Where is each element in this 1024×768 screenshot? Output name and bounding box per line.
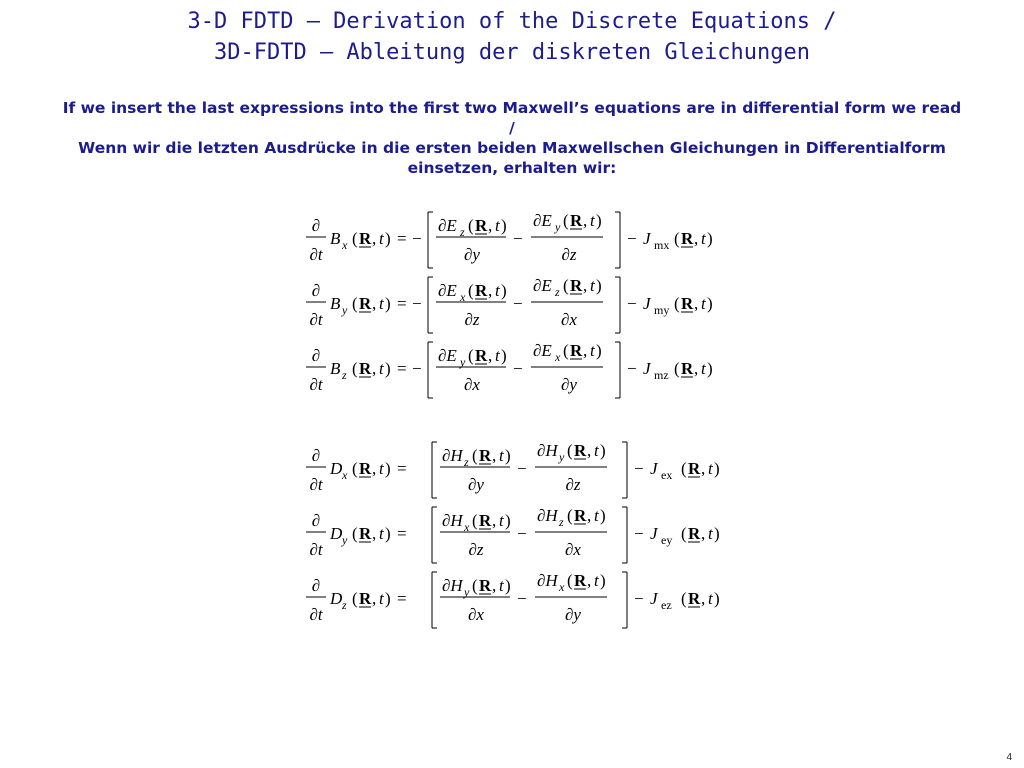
paren-close: ) (600, 571, 606, 590)
numerator-field: ∂E (533, 276, 552, 295)
partial-symbol: ∂ (311, 216, 321, 235)
time-variable: t (495, 216, 500, 235)
numerator-field: ∂H (537, 571, 558, 590)
title-line-1: 3-D FDTD – Derivation of the Discrete Equations / (187, 9, 837, 34)
partial-symbol: ∂ (311, 576, 321, 595)
current-subscript: ey (661, 533, 673, 547)
current-subscript: my (654, 303, 670, 317)
paren-close: ) (505, 446, 511, 465)
denominator: ∂y (468, 475, 484, 494)
position-vector-R: R (359, 229, 372, 248)
paren-close: ) (707, 359, 713, 378)
comma: , (701, 524, 706, 543)
minus-sign: − (513, 294, 523, 313)
denominator: ∂z (464, 310, 480, 329)
position-vector-R: R (475, 281, 488, 300)
comma: , (583, 341, 588, 360)
current-density-symbol: J (650, 459, 658, 478)
position-vector-R: R (475, 216, 488, 235)
comma: , (701, 459, 706, 478)
paren-open: ( (681, 589, 687, 608)
denominator: ∂z (565, 475, 581, 494)
comma: , (488, 281, 493, 300)
equation-row (306, 276, 713, 333)
paren-close: ) (707, 294, 713, 313)
numerator-field: ∂E (438, 216, 457, 235)
denominator: ∂x (468, 605, 484, 624)
partial-t: ∂t (309, 375, 323, 394)
position-vector-R: R (479, 511, 492, 530)
time-variable: t (379, 524, 384, 543)
paren-close: ) (501, 346, 507, 365)
position-vector-R: R (574, 571, 587, 590)
paren-close: ) (600, 441, 606, 460)
time-variable: t (495, 346, 500, 365)
numerator-subscript: z (460, 225, 465, 239)
paren-close: ) (385, 359, 391, 378)
current-subscript: ez (661, 598, 672, 612)
partial-t: ∂t (309, 310, 323, 329)
comma: , (694, 294, 699, 313)
paren-close: ) (385, 459, 391, 478)
field-symbol: B (330, 294, 341, 313)
paren-open: ( (567, 571, 573, 590)
minus-sign: − (627, 359, 637, 378)
numerator-subscript: z (555, 285, 560, 299)
field-subscript: y (342, 533, 348, 547)
partial-t: ∂t (309, 245, 323, 264)
equals-sign: = (397, 459, 407, 478)
current-subscript: mx (654, 238, 670, 252)
comma: , (488, 346, 493, 365)
paren-open: ( (563, 211, 569, 230)
current-density-symbol: J (650, 524, 658, 543)
paren-close: ) (505, 576, 511, 595)
time-variable: t (495, 281, 500, 300)
position-vector-R: R (681, 229, 694, 248)
comma: , (372, 589, 377, 608)
partial-t: ∂t (309, 605, 323, 624)
position-vector-R: R (681, 294, 694, 313)
position-vector-R: R (570, 211, 583, 230)
minus-sign: − (634, 589, 644, 608)
current-density-symbol: J (643, 294, 651, 313)
paren-open: ( (472, 576, 478, 595)
field-subscript: x (342, 238, 348, 252)
numerator-field: ∂H (537, 441, 558, 460)
equation-row (306, 211, 713, 268)
equation-row (306, 506, 720, 563)
denominator: ∂z (468, 540, 484, 559)
time-variable: t (594, 571, 599, 590)
paren-close: ) (505, 511, 511, 530)
time-variable: t (379, 359, 384, 378)
partial-symbol: ∂ (311, 511, 321, 530)
time-variable: t (708, 459, 713, 478)
partial-t: ∂t (309, 475, 323, 494)
paren-open: ( (468, 346, 474, 365)
current-subscript: mz (654, 368, 669, 382)
time-variable: t (708, 524, 713, 543)
equals-sign: = (397, 359, 407, 378)
comma: , (492, 446, 497, 465)
denominator: ∂x (565, 540, 581, 559)
comma: , (694, 359, 699, 378)
minus-sign: − (634, 524, 644, 543)
comma: , (583, 211, 588, 230)
equals-sign: = (397, 524, 407, 543)
paren-open: ( (352, 524, 358, 543)
minus-sign: − (513, 359, 523, 378)
time-variable: t (379, 459, 384, 478)
paren-open: ( (674, 359, 680, 378)
paren-close: ) (714, 524, 720, 543)
paren-close: ) (596, 341, 602, 360)
numerator-subscript: x (460, 290, 466, 304)
time-variable: t (594, 506, 599, 525)
paren-open: ( (681, 524, 687, 543)
partial-symbol: ∂ (311, 446, 321, 465)
paren-open: ( (681, 459, 687, 478)
equals-sign: = (397, 294, 407, 313)
comma: , (488, 216, 493, 235)
comma: , (372, 294, 377, 313)
field-symbol: D (330, 524, 343, 543)
paren-close: ) (596, 211, 602, 230)
minus-sign: − (517, 524, 527, 543)
paren-open: ( (352, 294, 358, 313)
numerator-subscript: y (464, 585, 470, 599)
minus-sign: − (412, 359, 422, 378)
position-vector-R: R (574, 506, 587, 525)
position-vector-R: R (681, 359, 694, 378)
minus-sign: − (517, 589, 527, 608)
paren-close: ) (385, 294, 391, 313)
time-variable: t (379, 229, 384, 248)
subtitle-line-1: If we insert the last expressions into the first two Maxwell’s equations are in differential form we read / (62, 99, 962, 137)
current-density-symbol: J (650, 589, 658, 608)
denominator: ∂x (561, 310, 577, 329)
position-vector-R: R (359, 589, 372, 608)
denominator: ∂z (561, 245, 577, 264)
numerator-field: ∂E (438, 281, 457, 300)
position-vector-R: R (359, 524, 372, 543)
numerator-subscript: y (559, 450, 565, 464)
subtitle-line-2: Wenn wir die letzten Ausdrücke in die ersten beiden Maxwellschen Gleichungen in Differentialform (78, 139, 946, 157)
partial-symbol: ∂ (311, 281, 321, 300)
time-variable: t (499, 511, 504, 530)
comma: , (372, 459, 377, 478)
partial-t: ∂t (309, 540, 323, 559)
current-subscript: ex (661, 468, 673, 482)
comma: , (694, 229, 699, 248)
paren-open: ( (468, 216, 474, 235)
paren-close: ) (501, 216, 507, 235)
equation-row (306, 341, 713, 398)
position-vector-R: R (688, 459, 701, 478)
paren-close: ) (385, 524, 391, 543)
position-vector-R: R (479, 576, 492, 595)
paren-open: ( (352, 229, 358, 248)
comma: , (372, 359, 377, 378)
comma: , (587, 571, 592, 590)
paren-open: ( (352, 359, 358, 378)
comma: , (492, 511, 497, 530)
paren-close: ) (501, 281, 507, 300)
comma: , (583, 276, 588, 295)
comma: , (372, 229, 377, 248)
position-vector-R: R (479, 446, 492, 465)
paren-close: ) (385, 229, 391, 248)
numerator-field: ∂E (533, 341, 552, 360)
paren-close: ) (600, 506, 606, 525)
field-subscript: x (342, 468, 348, 482)
numerator-subscript: x (555, 350, 561, 364)
position-vector-R: R (570, 341, 583, 360)
paren-close: ) (714, 589, 720, 608)
time-variable: t (379, 589, 384, 608)
paren-close: ) (714, 459, 720, 478)
minus-sign: − (627, 294, 637, 313)
numerator-subscript: z (559, 515, 564, 529)
equation-row (306, 441, 720, 498)
minus-sign: − (412, 229, 422, 248)
numerator-field: ∂H (442, 446, 463, 465)
minus-sign: − (627, 229, 637, 248)
comma: , (492, 576, 497, 595)
minus-sign: − (513, 229, 523, 248)
numerator-field: ∂H (442, 576, 463, 595)
numerator-subscript: z (464, 455, 469, 469)
paren-open: ( (472, 511, 478, 530)
paren-open: ( (567, 506, 573, 525)
time-variable: t (708, 589, 713, 608)
time-variable: t (499, 576, 504, 595)
position-vector-R: R (688, 589, 701, 608)
position-vector-R: R (574, 441, 587, 460)
time-variable: t (590, 341, 595, 360)
field-symbol: D (330, 459, 343, 478)
partial-symbol: ∂ (311, 346, 321, 365)
denominator: ∂y (561, 375, 577, 394)
comma: , (587, 441, 592, 460)
time-variable: t (379, 294, 384, 313)
field-symbol: B (330, 229, 341, 248)
paren-open: ( (567, 441, 573, 460)
field-subscript: y (342, 303, 348, 317)
numerator-field: ∂E (438, 346, 457, 365)
paren-open: ( (563, 276, 569, 295)
subtitle-line-3: einsetzen, erhalten wir: (407, 159, 617, 177)
paren-open: ( (468, 281, 474, 300)
paren-open: ( (472, 446, 478, 465)
numerator-subscript: x (559, 580, 565, 594)
minus-sign: − (634, 459, 644, 478)
paren-open: ( (563, 341, 569, 360)
time-variable: t (594, 441, 599, 460)
position-vector-R: R (570, 276, 583, 295)
position-vector-R: R (359, 459, 372, 478)
denominator: ∂x (464, 375, 480, 394)
numerator-field: ∂H (537, 506, 558, 525)
equals-sign: = (397, 589, 407, 608)
title-line-2: 3D-FDTD – Ableitung der diskreten Gleichungen (213, 40, 811, 65)
paren-open: ( (674, 294, 680, 313)
denominator: ∂y (565, 605, 581, 624)
field-symbol: D (330, 589, 343, 608)
paren-close: ) (385, 589, 391, 608)
minus-sign: − (412, 294, 422, 313)
current-density-symbol: J (643, 229, 651, 248)
time-variable: t (590, 276, 595, 295)
denominator: ∂y (464, 245, 480, 264)
position-vector-R: R (359, 294, 372, 313)
time-variable: t (590, 211, 595, 230)
numerator-subscript: x (464, 520, 470, 534)
numerator-field: ∂E (533, 211, 552, 230)
equation-row (306, 571, 720, 628)
numerator-subscript: y (460, 355, 466, 369)
numerator-subscript: y (555, 220, 561, 234)
position-vector-R: R (475, 346, 488, 365)
comma: , (701, 589, 706, 608)
field-symbol: B (330, 359, 341, 378)
time-variable: t (499, 446, 504, 465)
field-subscript: z (342, 368, 347, 382)
comma: , (587, 506, 592, 525)
paren-open: ( (352, 589, 358, 608)
time-variable: t (701, 294, 706, 313)
paren-open: ( (674, 229, 680, 248)
paren-open: ( (352, 459, 358, 478)
position-vector-R: R (688, 524, 701, 543)
time-variable: t (701, 359, 706, 378)
position-vector-R: R (359, 359, 372, 378)
page-number: 4 (1006, 752, 1012, 763)
field-subscript: z (342, 598, 347, 612)
time-variable: t (701, 229, 706, 248)
comma: , (372, 524, 377, 543)
minus-sign: − (517, 459, 527, 478)
paren-close: ) (596, 276, 602, 295)
equals-sign: = (397, 229, 407, 248)
numerator-field: ∂H (442, 511, 463, 530)
paren-close: ) (707, 229, 713, 248)
current-density-symbol: J (643, 359, 651, 378)
